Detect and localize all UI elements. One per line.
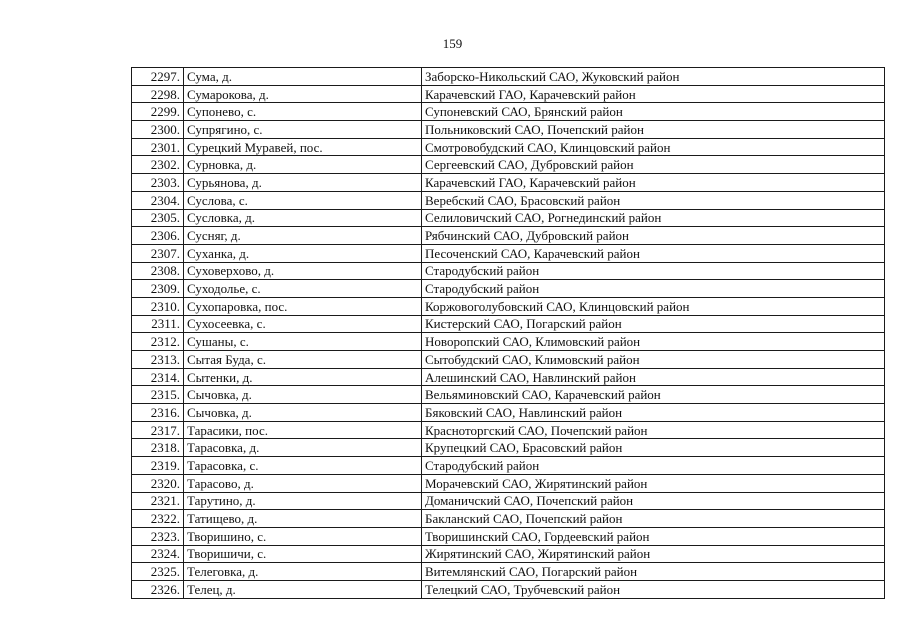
administrative-unit: Кистерский САО, Погарский район — [422, 315, 885, 333]
settlement-name: Сусловка, д. — [184, 209, 422, 227]
settlement-name: Суслова, с. — [184, 191, 422, 209]
table-row — [132, 439, 885, 457]
administrative-unit: Вельяминовский САО, Карачевский район — [422, 386, 885, 404]
administrative-unit: Красноторгский САО, Почепский район — [422, 421, 885, 439]
row-number: 2298. — [132, 85, 184, 103]
table-row — [132, 191, 885, 209]
row-number: 2311. — [132, 315, 184, 333]
table-row — [132, 209, 885, 227]
administrative-unit: Рябчинский САО, Дубровский район — [422, 227, 885, 245]
page-number: 159 — [442, 36, 463, 51]
administrative-unit: Жирятинский САО, Жирятинский район — [422, 545, 885, 563]
row-number: 2297. — [132, 68, 184, 86]
administrative-unit: Стародубский район — [422, 280, 885, 298]
row-number: 2317. — [132, 421, 184, 439]
administrative-unit: Морачевский САО, Жирятинский район — [422, 474, 885, 492]
row-number: 2313. — [132, 351, 184, 369]
settlement-name: Супрягино, с. — [184, 121, 422, 139]
administrative-unit: Стародубский район — [422, 262, 885, 280]
settlement-name: Сушаны, с. — [184, 333, 422, 351]
row-number: 2303. — [132, 174, 184, 192]
settlement-table-body — [132, 68, 885, 599]
settlement-name: Суховерхово, д. — [184, 262, 422, 280]
settlement-name: Телеговка, д. — [184, 563, 422, 581]
row-number: 2314. — [132, 368, 184, 386]
table-row — [132, 297, 885, 315]
row-number: 2325. — [132, 563, 184, 581]
settlement-table — [131, 67, 885, 599]
administrative-unit: Сергеевский САО, Дубровский район — [422, 156, 885, 174]
table-row — [132, 103, 885, 121]
administrative-unit: Витемлянский САО, Погарский район — [422, 563, 885, 581]
settlement-name: Супонево, с. — [184, 103, 422, 121]
table-row — [132, 368, 885, 386]
row-number: 2305. — [132, 209, 184, 227]
table-row — [132, 563, 885, 581]
table-row — [132, 527, 885, 545]
row-number: 2323. — [132, 527, 184, 545]
settlement-name: Татищево, д. — [184, 510, 422, 528]
administrative-unit: Творишинский САО, Гордеевский район — [422, 527, 885, 545]
settlement-name: Творишино, с. — [184, 527, 422, 545]
row-number: 2299. — [132, 103, 184, 121]
administrative-unit: Сытобудский САО, Климовский район — [422, 351, 885, 369]
settlement-name: Творишичи, с. — [184, 545, 422, 563]
administrative-unit: Польниковский САО, Почепский район — [422, 121, 885, 139]
table-row — [132, 85, 885, 103]
settlement-name: Тарасики, пос. — [184, 421, 422, 439]
administrative-unit: Смотровобудский САО, Клинцовский район — [422, 138, 885, 156]
administrative-unit: Коржовоголубовский САО, Клинцовский район — [422, 297, 885, 315]
row-number: 2302. — [132, 156, 184, 174]
settlement-name: Тарасовка, с. — [184, 457, 422, 475]
administrative-unit: Бакланский САО, Почепский район — [422, 510, 885, 528]
administrative-unit: Супоневский САО, Брянский район — [422, 103, 885, 121]
settlement-name: Сумарокова, д. — [184, 85, 422, 103]
settlement-name: Суханка, д. — [184, 244, 422, 262]
settlement-name: Сычовка, д. — [184, 386, 422, 404]
table-row — [132, 280, 885, 298]
administrative-unit: Доманичский САО, Почепский район — [422, 492, 885, 510]
table-row — [132, 386, 885, 404]
row-number: 2310. — [132, 297, 184, 315]
settlement-name: Сурьянова, д. — [184, 174, 422, 192]
row-number: 2306. — [132, 227, 184, 245]
table-row — [132, 580, 885, 598]
row-number: 2326. — [132, 580, 184, 598]
administrative-unit: Бяковский САО, Навлинский район — [422, 404, 885, 422]
table-row — [132, 404, 885, 422]
administrative-unit: Веребский САО, Брасовский район — [422, 191, 885, 209]
row-number: 2309. — [132, 280, 184, 298]
settlement-name: Тарасовка, д. — [184, 439, 422, 457]
row-number: 2320. — [132, 474, 184, 492]
settlement-name: Телец, д. — [184, 580, 422, 598]
administrative-unit: Алешинский САО, Навлинский район — [422, 368, 885, 386]
administrative-unit: Заборско-Никольский САО, Жуковский район — [422, 68, 885, 86]
table-row — [132, 315, 885, 333]
table-row — [132, 227, 885, 245]
table-row — [132, 492, 885, 510]
table-row — [132, 244, 885, 262]
settlement-name: Сычовка, д. — [184, 404, 422, 422]
row-number: 2324. — [132, 545, 184, 563]
row-number: 2318. — [132, 439, 184, 457]
administrative-unit: Карачевский ГАО, Карачевский район — [422, 85, 885, 103]
row-number: 2322. — [132, 510, 184, 528]
row-number: 2321. — [132, 492, 184, 510]
table-row — [132, 474, 885, 492]
administrative-unit: Песоченский САО, Карачевский район — [422, 244, 885, 262]
row-number: 2301. — [132, 138, 184, 156]
settlement-name: Тарасово, д. — [184, 474, 422, 492]
table-row — [132, 545, 885, 563]
table-row — [132, 333, 885, 351]
settlement-name: Сытая Буда, с. — [184, 351, 422, 369]
settlement-name: Сусняг, д. — [184, 227, 422, 245]
administrative-unit: Крупецкий САО, Брасовский район — [422, 439, 885, 457]
table-row — [132, 121, 885, 139]
table-row — [132, 262, 885, 280]
settlement-name: Сурновка, д. — [184, 156, 422, 174]
settlement-name: Сурецкий Муравей, пос. — [184, 138, 422, 156]
row-number: 2300. — [132, 121, 184, 139]
settlement-name: Сухосеевка, с. — [184, 315, 422, 333]
table-row — [132, 174, 885, 192]
table-row — [132, 351, 885, 369]
table-row — [132, 510, 885, 528]
settlement-name: Сухопаровка, пос. — [184, 297, 422, 315]
table-row — [132, 457, 885, 475]
row-number: 2315. — [132, 386, 184, 404]
administrative-unit: Селиловичский САО, Рогнединский район — [422, 209, 885, 227]
settlement-name: Сытенки, д. — [184, 368, 422, 386]
table-row — [132, 68, 885, 86]
administrative-unit: Новоропский САО, Климовский район — [422, 333, 885, 351]
administrative-unit: Стародубский район — [422, 457, 885, 475]
row-number: 2319. — [132, 457, 184, 475]
row-number: 2307. — [132, 244, 184, 262]
table-row — [132, 138, 885, 156]
administrative-unit: Телецкий САО, Трубчевский район — [422, 580, 885, 598]
row-number: 2316. — [132, 404, 184, 422]
settlement-name: Сума, д. — [184, 68, 422, 86]
table-row — [132, 156, 885, 174]
table-row — [132, 421, 885, 439]
settlement-name: Тарутино, д. — [184, 492, 422, 510]
administrative-unit: Карачевский ГАО, Карачевский район — [422, 174, 885, 192]
row-number: 2312. — [132, 333, 184, 351]
row-number: 2308. — [132, 262, 184, 280]
settlement-name: Суходолье, с. — [184, 280, 422, 298]
row-number: 2304. — [132, 191, 184, 209]
